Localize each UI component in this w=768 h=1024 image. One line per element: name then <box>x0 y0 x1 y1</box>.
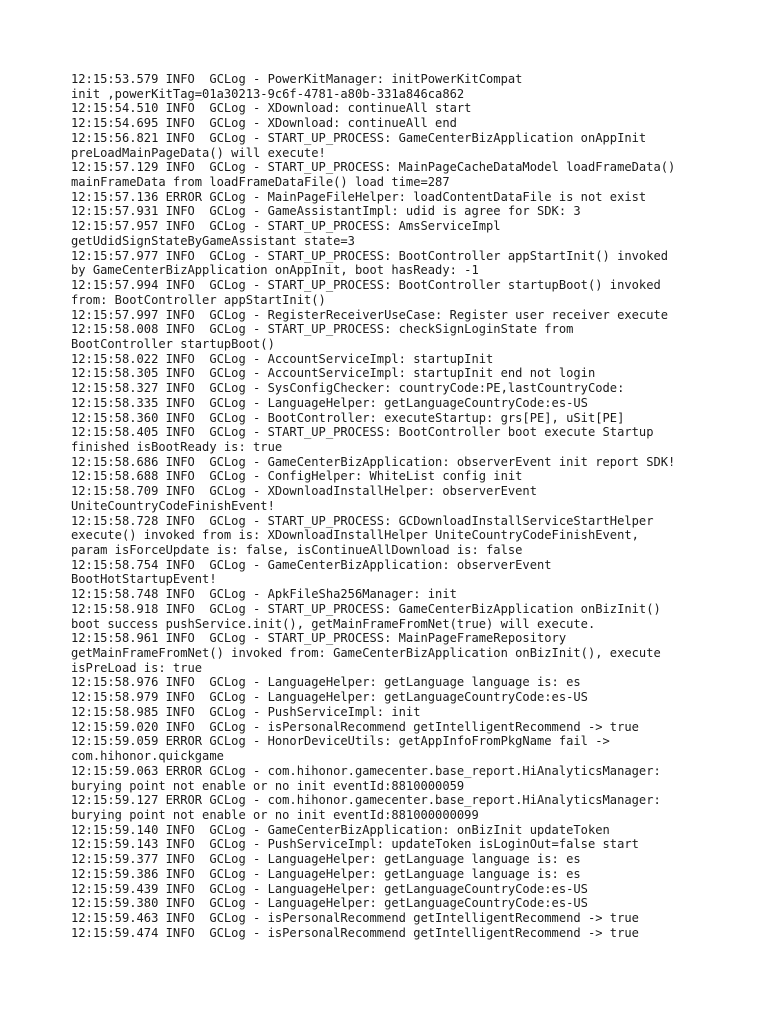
log-line: 12:15:59.020 INFO GCLog - isPersonalRecommend getIntelligentRecommend -> true <box>71 719 639 734</box>
log-line: 12:15:58.918 INFO GCLog - START_UP_PROCESS: GameCenterBizApplication onBizInit() <box>71 601 661 616</box>
log-line: 12:15:58.360 INFO GCLog - BootController: executeStartup: grs[PE], uSit[PE] <box>71 410 625 425</box>
log-line: 12:15:58.728 INFO GCLog - START_UP_PROCESS: GCDownloadInstallServiceStartHelper <box>71 513 654 528</box>
log-line: 12:15:57.977 INFO GCLog - START_UP_PROCESS: BootController appStartInit() invoked <box>71 248 669 263</box>
log-line: 12:15:58.305 INFO GCLog - AccountServiceImpl: startupInit end not login <box>71 366 596 381</box>
log-line: 12:15:57.994 INFO GCLog - START_UP_PROCESS: BootController startupBoot() invoked <box>71 278 661 293</box>
log-line: 12:15:58.327 INFO GCLog - SysConfigChecker: countryCode:PE,lastCountryCode: <box>71 381 625 396</box>
log-line: from: BootController appStartInit() <box>71 292 326 307</box>
log-line: 12:15:58.709 INFO GCLog - XDownloadInstallHelper: observerEvent <box>71 484 537 499</box>
log-line: 12:15:57.957 INFO GCLog - START_UP_PROCESS: AmsServiceImpl <box>71 219 501 234</box>
log-line: boot success pushService.init(), getMainFrameFromNet(true) will execute. <box>71 616 596 631</box>
log-line: 12:15:58.985 INFO GCLog - PushServiceImpl: init <box>71 704 421 719</box>
log-line: 12:15:53.579 INFO GCLog - PowerKitManager: initPowerKitCompat <box>71 72 523 86</box>
log-line: 12:15:58.748 INFO GCLog - ApkFileSha256Manager: init <box>71 587 457 602</box>
log-line: 12:15:59.377 INFO GCLog - LanguageHelper: getLanguage language is: es <box>71 852 581 867</box>
log-line: by GameCenterBizApplication onAppInit, boot hasReady: -1 <box>71 263 479 278</box>
log-line: 12:15:58.754 INFO GCLog - GameCenterBizApplication: observerEvent <box>71 557 552 572</box>
log-line: 12:15:59.140 INFO GCLog - GameCenterBizApplication: onBizInit updateToken <box>71 822 610 837</box>
log-line: mainFrameData from loadFrameDataFile() load time=287 <box>71 175 450 190</box>
log-line: getUdidSignStateByGameAssistant state=3 <box>71 233 355 248</box>
log-line: 12:15:54.510 INFO GCLog - XDownload: continueAll start <box>71 101 472 116</box>
log-line: getMainFrameFromNet() invoked from: GameCenterBizApplication onBizInit(), execute <box>71 646 661 661</box>
log-line: execute() invoked from is: XDownloadInstallHelper UniteCountryCodeFinishEvent, <box>71 528 639 543</box>
log-line: 12:15:59.063 ERROR GCLog - com.hihonor.gamecenter.base_report.HiAnalyticsManager: <box>71 763 661 778</box>
log-line: 12:15:59.143 INFO GCLog - PushServiceImpl: updateToken isLoginOut=false start <box>71 837 639 852</box>
log-line: 12:15:58.022 INFO GCLog - AccountServiceImpl: startupInit <box>71 351 494 366</box>
log-line: 12:15:58.688 INFO GCLog - ConfigHelper: WhiteList config init <box>71 469 523 484</box>
log-line: 12:15:59.463 INFO GCLog - isPersonalRecommend getIntelligentRecommend -> true <box>71 910 639 925</box>
log-line: 12:15:58.686 INFO GCLog - GameCenterBizApplication: observerEvent init report SDK! <box>71 454 676 469</box>
log-line: burying point not enable or no init eventId:881000000099 <box>71 807 479 822</box>
log-line: 12:15:57.136 ERROR GCLog - MainPageFileHelper: loadContentDataFile is not exist <box>71 189 647 204</box>
log-line: burying point not enable or no init eventId:8810000059 <box>71 778 465 793</box>
log-line: 12:15:59.386 INFO GCLog - LanguageHelper: getLanguage language is: es <box>71 866 581 881</box>
log-line: 12:15:59.474 INFO GCLog - isPersonalRecommend getIntelligentRecommend -> true <box>71 925 639 940</box>
log-line: 12:15:58.405 INFO GCLog - START_UP_PROCESS: BootController boot execute Startup <box>71 425 654 440</box>
log-line: 12:15:58.961 INFO GCLog - START_UP_PROCESS: MainPageFrameRepository <box>71 631 567 646</box>
log-line: init ,powerKitTag=01a30213-9c6f-4781-a80b-331a846ca862 <box>71 86 465 101</box>
log-line: 12:15:56.821 INFO GCLog - START_UP_PROCESS: GameCenterBizApplication onAppInit <box>71 130 647 145</box>
log-line: 12:15:54.695 INFO GCLog - XDownload: continueAll end <box>71 116 457 131</box>
log-line: 12:15:58.335 INFO GCLog - LanguageHelper: getLanguageCountryCode:es-US <box>71 395 588 410</box>
log-line: param isForceUpdate is: false, isContinueAllDownload is: false <box>71 543 523 557</box>
log-line: 12:15:58.979 INFO GCLog - LanguageHelper: getLanguageCountryCode:es-US <box>71 690 588 705</box>
log-line: 12:15:57.931 INFO GCLog - GameAssistantImpl: udid is agree for SDK: 3 <box>71 204 581 219</box>
log-line: 12:15:59.380 INFO GCLog - LanguageHelper: getLanguageCountryCode:es-US <box>71 896 588 911</box>
log-line: 12:15:58.976 INFO GCLog - LanguageHelper: getLanguage language is: es <box>71 675 581 690</box>
log-line: 12:15:59.127 ERROR GCLog - com.hihonor.gamecenter.base_report.HiAnalyticsManager: <box>71 793 661 808</box>
log-line: UniteCountryCodeFinishEvent! <box>71 498 275 513</box>
log-line: 12:15:59.439 INFO GCLog - LanguageHelper: getLanguageCountryCode:es-US <box>71 881 588 896</box>
log-line: 12:15:58.008 INFO GCLog - START_UP_PROCESS: checkSignLoginState from <box>71 322 574 337</box>
log-line: BootHotStartupEvent! <box>71 572 217 587</box>
log-text-block <box>71 72 731 940</box>
log-line: 12:15:59.059 ERROR GCLog - HonorDeviceUtils: getAppInfoFromPkgName fail -> <box>71 734 610 749</box>
log-line: isPreLoad is: true <box>71 660 203 675</box>
log-line: 12:15:57.997 INFO GCLog - RegisterReceiverUseCase: Register user receiver execute <box>71 307 669 322</box>
log-line: finished isBootReady is: true <box>71 439 283 454</box>
log-line: preLoadMainPageData() will execute! <box>71 145 326 160</box>
log-line: BootController startupBoot() <box>71 336 275 351</box>
log-line: com.hihonor.quickgame <box>71 749 224 764</box>
log-line: 12:15:57.129 INFO GCLog - START_UP_PROCESS: MainPageCacheDataModel loadFrameData() <box>71 160 676 175</box>
